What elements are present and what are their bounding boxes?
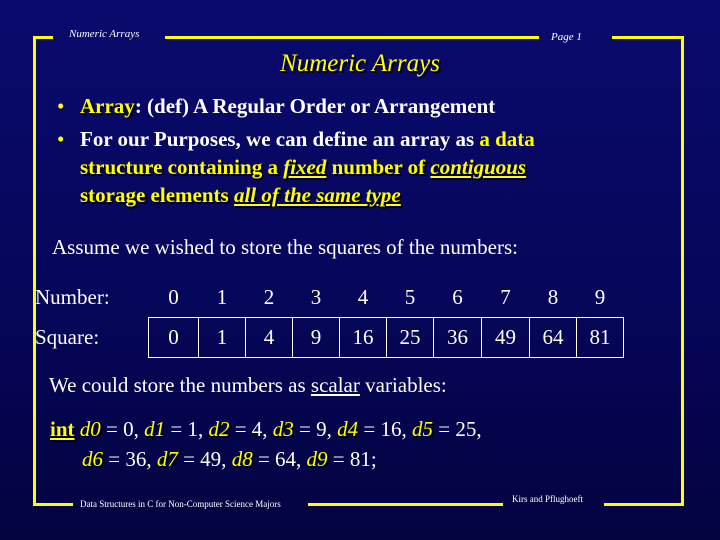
variable-value: = 81; [327,447,377,471]
number-cell: 6 [452,284,463,309]
square-cell: 1 [199,318,246,358]
word-scalar: scalar [310,373,360,397]
square-cell: 9 [293,318,340,358]
variable-value: = 1, [165,417,209,441]
frame-top-line-right [612,36,684,39]
bullet-2-text-c: number of [326,155,431,179]
number-cell: 7 [500,284,511,309]
square-cell: 36 [434,318,482,358]
frame-top-line [33,36,53,39]
word-contiguous: contiguous [430,155,527,179]
code-line-2 [82,447,377,472]
square-cell: 49 [482,318,530,358]
number-cell: 4 [357,284,369,309]
variable-value: = 49, [177,447,232,471]
scalar-text-b: variables: [359,373,447,397]
term-array: Array [80,94,135,118]
squares-table [35,277,624,358]
bullet-2-line-3 [80,183,401,208]
code-line-1 [50,417,482,442]
slide-title: Numeric Arrays [280,50,440,77]
square-label: Square: [35,325,100,349]
keyword-int: int [50,417,75,441]
square-cell: 0 [149,318,199,358]
table-row-squares [35,318,624,358]
variable-value: = 25, [432,417,482,441]
footer-course: Data Structures in C for Non-Computer Science Majors [80,499,281,509]
variable-name: d7 [156,447,178,471]
number-cell: 3 [310,284,322,309]
number-cell: 2 [263,284,275,309]
header-left: Numeric Arrays [69,28,140,40]
variable-value: = 64, [252,447,307,471]
frame-top-line-mid [165,36,539,39]
bullet-1-rest: : (def) A Regular Order or Arrangement [134,94,496,118]
scalar-text [49,373,447,398]
variable-value: = 9, [293,417,338,441]
variable-name: d6 [82,447,103,471]
square-cell: 16 [340,318,387,358]
bullet-2-text-a: For our Purposes, we can define an array as [80,127,480,151]
number-cell: 1 [216,284,228,309]
number-cell: 9 [594,284,606,309]
variable-name: d8 [231,447,253,471]
square-cell: 64 [530,318,577,358]
bullet-dot-2: • [57,127,65,151]
variable-name: d0 [79,417,101,441]
frame-bottom-mid [308,503,503,506]
footer-authors: Kirs and Pflughoeft [512,494,583,504]
table-row-numbers [35,277,624,318]
square-cell: 25 [387,318,434,358]
frame-bottom-right [604,503,684,506]
page-number: Page 1 [551,31,582,43]
variable-name: d3 [272,417,294,441]
square-cell: 81 [577,318,624,358]
scalar-text-a: We could store the numbers as [49,373,311,397]
bullet-2-text-b: structure containing a [80,155,284,179]
number-label: Number: [35,284,110,309]
frame-top-left [33,36,36,506]
variable-value: = 36, [103,447,157,471]
number-cell: 8 [547,284,559,309]
variable-value: = 0, [100,417,145,441]
number-cell: 5 [404,284,416,309]
code-line-2-vars [82,447,377,471]
bullet-1 [80,94,495,119]
bullet-2-text-d: storage elements [80,183,234,207]
frame-right [681,36,684,506]
bullet-2-line-2 [80,155,526,180]
code-line-1-vars [80,417,482,441]
variable-value: = 4, [229,417,273,441]
variable-name: d2 [208,417,230,441]
word-fixed: fixed [283,155,327,179]
frame-bottom-left [33,503,73,506]
number-cell: 0 [168,284,179,309]
variable-value: = 16, [358,417,412,441]
bullet-dot-1: • [57,94,65,118]
phrase-same-type: all of the same type [233,183,401,207]
variable-name: d4 [337,417,359,441]
assume-text: Assume we wished to store the squares of the numbers: [52,235,518,259]
bullet-2-line-1 [80,127,535,152]
variable-name: d9 [306,447,328,471]
bullet-2-highlight: a data [479,127,535,151]
variable-name: d5 [411,417,433,441]
square-cell: 4 [246,318,293,358]
variable-name: d1 [144,417,166,441]
